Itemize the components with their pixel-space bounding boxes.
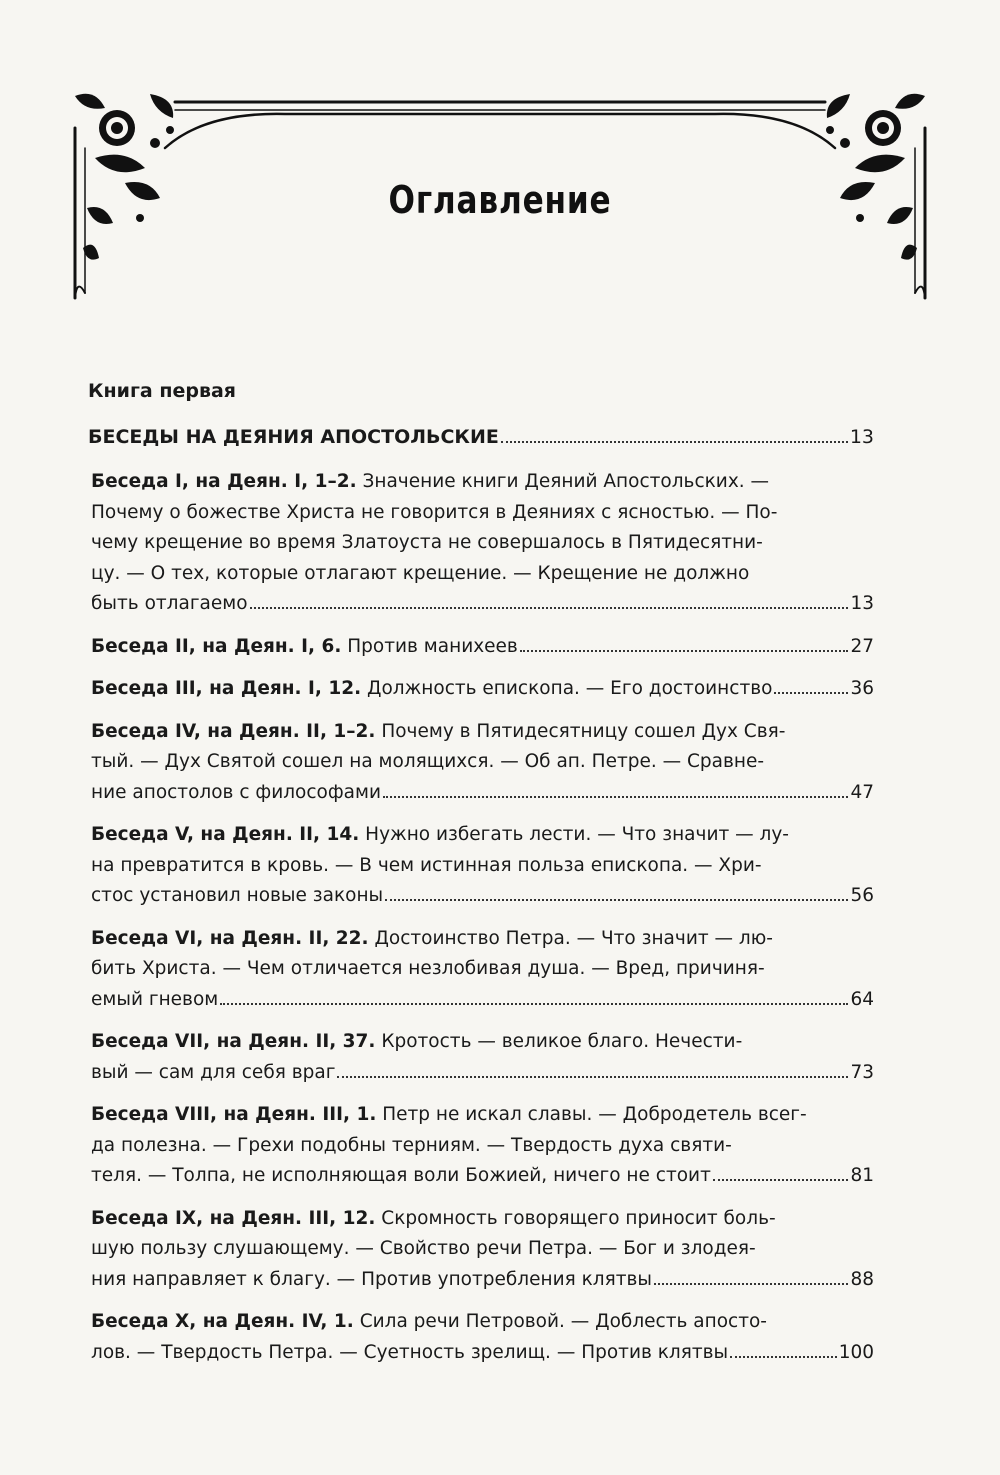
entry-line xyxy=(91,924,874,955)
dot-leader xyxy=(383,796,848,798)
entry-line xyxy=(91,498,874,529)
dot-leader xyxy=(501,441,848,443)
dot-leader xyxy=(730,1356,837,1358)
entry-line-text: емый гневом xyxy=(91,988,219,1010)
entry-line xyxy=(91,528,874,559)
entry-reference: Беседа II, на Деян. I, 6. xyxy=(91,635,342,657)
entry-line-text: Беседа II, на Деян. I, 6. Против манихеев xyxy=(91,635,518,657)
entry-line-text: Нужно избегать лести. — Что значит — лу- xyxy=(359,824,789,845)
toc-entry[interactable] xyxy=(91,717,874,809)
toc-entry[interactable] xyxy=(91,1027,874,1088)
entry-line-text: Кротость — великое благо. Нечести- xyxy=(375,1031,743,1052)
entry-line-text: шую пользу слушающему. — Свойство речи Петра. — Бог и злодея- xyxy=(91,1238,756,1259)
dot-leader xyxy=(774,692,848,694)
entry-line-text: вый — сам для себя враг xyxy=(91,1061,336,1083)
toc-entry[interactable] xyxy=(91,820,874,912)
entry-line xyxy=(91,717,874,748)
entry-line-text: стос установил новые законы xyxy=(91,885,384,906)
entry-line-text: лов. — Твердость Петра. — Суетность зрелищ. — Против клятвы xyxy=(91,1341,729,1363)
entry-line-text: Скромность говорящего приносит боль- xyxy=(375,1207,776,1229)
entry-line-text: Сила речи Петровой. — Доблесть апосто- xyxy=(353,1311,767,1332)
toc-entry[interactable] xyxy=(91,632,874,663)
entry-page-number: 100 xyxy=(838,1341,874,1363)
entry-last-line xyxy=(91,632,874,663)
entry-reference: Беседа V, на Деян. II, 14. xyxy=(91,824,360,845)
entry-line xyxy=(91,559,874,590)
entry-line xyxy=(91,747,874,778)
entry-page-number: 13 xyxy=(850,593,874,614)
toc-section-heading[interactable] xyxy=(88,426,874,449)
dot-leader xyxy=(520,650,849,652)
entry-line-text: на превратится в кровь. — В чем истинная польза епископа. — Хри- xyxy=(91,854,762,876)
dot-leader xyxy=(385,899,848,901)
entry-page-number: 27 xyxy=(850,635,874,657)
entry-line xyxy=(91,820,874,851)
entry-reference: Беседа IX, на Деян. III, 12. xyxy=(91,1207,376,1229)
entry-line xyxy=(91,1204,874,1235)
entry-line-text: бить Христа. — Чем отличается незлобивая душа. — Вред, причиня- xyxy=(91,958,765,979)
entry-page-number: 56 xyxy=(850,885,874,906)
entry-reference: Беседа VII, на Деян. II, 37. xyxy=(91,1031,376,1052)
entry-page-number: 36 xyxy=(850,678,874,699)
toc-entry[interactable] xyxy=(91,1204,874,1296)
toc-entry[interactable] xyxy=(91,467,874,620)
entry-last-line xyxy=(91,1338,874,1369)
entry-line xyxy=(91,1234,874,1265)
entry-page-number: 73 xyxy=(850,1061,874,1083)
entry-last-line xyxy=(91,674,874,705)
table-of-contents xyxy=(88,426,874,1380)
entry-line-text: тый. — Дух Святой сошел на молящихся. — Об ап. Петре. — Сравне- xyxy=(91,751,765,772)
entry-page-number: 47 xyxy=(850,781,874,803)
entry-reference: Беседа X, на Деян. IV, 1. xyxy=(91,1311,354,1332)
entry-line xyxy=(91,467,874,498)
section-page-number: 13 xyxy=(849,426,874,448)
toc-entry[interactable] xyxy=(91,1307,874,1368)
entry-last-line xyxy=(91,589,874,620)
entry-page-number: 88 xyxy=(850,1268,874,1290)
entry-last-line xyxy=(91,881,874,912)
entry-last-line xyxy=(91,1161,874,1192)
dot-leader xyxy=(654,1283,848,1285)
entry-line-text: Достоинство Петра. — Что значит — лю- xyxy=(368,927,773,949)
entry-page-number: 64 xyxy=(850,988,874,1010)
entry-last-line xyxy=(91,985,874,1016)
dot-leader xyxy=(220,1003,848,1005)
toc-entry[interactable] xyxy=(91,674,874,705)
dot-leader xyxy=(250,607,849,609)
entry-line xyxy=(91,1100,874,1131)
entry-reference: Беседа IV, на Деян. II, 1–2. xyxy=(91,720,376,742)
entry-line-text: Значение книги Деяний Апостольских. — xyxy=(356,471,770,492)
dot-leader xyxy=(337,1076,848,1078)
section-title: БЕСЕДЫ НА ДЕЯНИЯ АПОСТОЛЬСКИЕ xyxy=(88,426,499,448)
entry-line-text: быть отлагаемо xyxy=(91,593,248,614)
entry-line xyxy=(91,851,874,882)
entry-line-text: Беседа III, на Деян. I, 12. Должность епископа. — Его достоинство xyxy=(91,678,773,699)
entry-reference: Беседа VIII, на Деян. III, 1. xyxy=(91,1104,377,1125)
entry-line-text: Почему в Пятидесятницу сошел Дух Свя- xyxy=(375,720,786,742)
entry-last-line xyxy=(91,778,874,809)
entry-line xyxy=(91,1027,874,1058)
toc-entry[interactable] xyxy=(91,1100,874,1192)
entry-line xyxy=(91,954,874,985)
page-title: Оглавление xyxy=(388,178,612,222)
entry-line-text: Петр не искал славы. — Добродетель всег- xyxy=(376,1104,807,1125)
entry-line-text: цу. — О тех, которые отлагают крещение. — Крещение не должно xyxy=(91,562,750,584)
toc-entry[interactable] xyxy=(91,924,874,1016)
entry-last-line xyxy=(91,1265,874,1296)
entry-line-text: ния направляет к благу. — Против употребления клятвы xyxy=(91,1268,653,1290)
entry-reference: Беседа I, на Деян. I, 1–2. xyxy=(91,471,357,492)
entry-page-number: 81 xyxy=(850,1165,874,1186)
entry-line-text: чему крещение во время Златоуста не совершалось в Пятидесятни- xyxy=(91,532,763,553)
toc-entries xyxy=(88,467,874,1368)
entry-last-line xyxy=(91,1058,874,1089)
dot-leader xyxy=(713,1179,849,1181)
book-label: Книга первая xyxy=(88,380,236,402)
entry-line xyxy=(91,1307,874,1338)
entry-line-text: Почему о божестве Христа не говорится в Деяниях с ясностью. — По- xyxy=(91,501,778,523)
entry-line-text: да полезна. — Грехи подобны терниям. — Твердость духа святи- xyxy=(91,1134,732,1156)
entry-line-text: ние апостолов с философами xyxy=(91,781,381,803)
entry-line xyxy=(91,1131,874,1162)
entry-line-text: теля. — Толпа, не исполняющая воли Божией, ничего не стоит xyxy=(91,1165,711,1186)
entry-reference: Беседа III, на Деян. I, 12. xyxy=(91,678,362,699)
entry-reference: Беседа VI, на Деян. II, 22. xyxy=(91,927,369,949)
